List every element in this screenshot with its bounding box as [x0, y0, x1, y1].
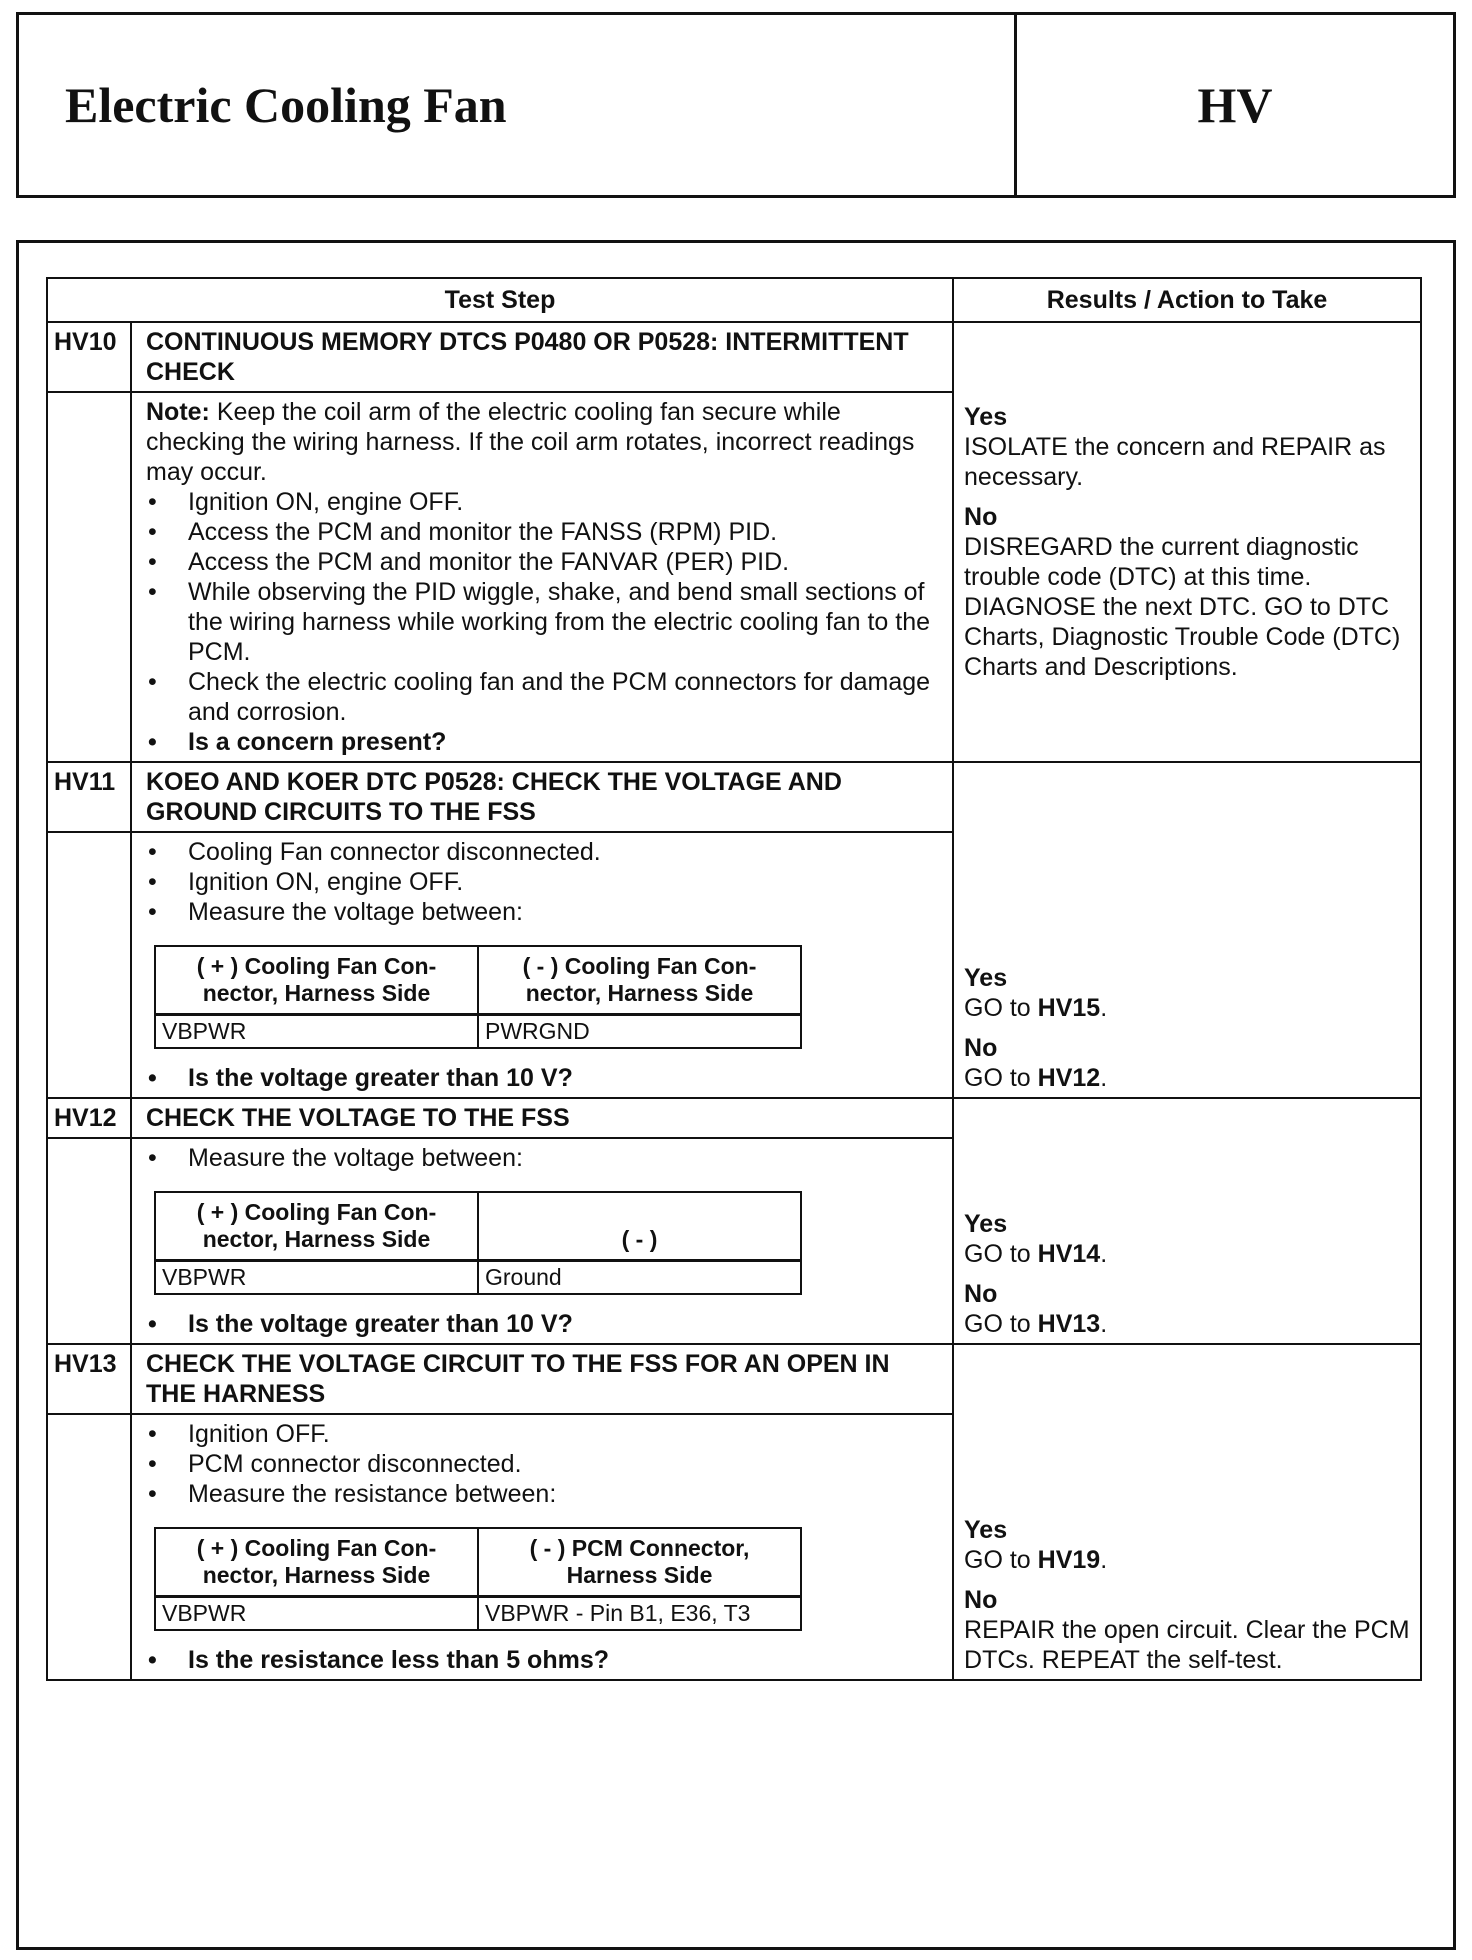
- step-hv11-body: [131, 832, 953, 1098]
- step-question: • Is the voltage greater than 10 V?: [146, 1309, 940, 1339]
- bullet-item: • Measure the resistance between:: [146, 1479, 940, 1509]
- bullet-item: • Ignition OFF.: [146, 1419, 940, 1449]
- meas-val-negative: VBPWR - Pin B1, E36, T3: [478, 1597, 801, 1631]
- bullet-item: • Cooling Fan connector disconnected.: [146, 837, 940, 867]
- yes-ref: HV15: [1037, 994, 1101, 1022]
- result-yes: [964, 963, 1410, 1023]
- yes-ref: HV14: [1037, 1240, 1101, 1268]
- no-action: GO to HV12.: [964, 1064, 1108, 1092]
- no-ref: HV13: [1037, 1310, 1101, 1338]
- meas-val-negative: PWRGND: [478, 1015, 801, 1049]
- step-title: CONTINUOUS MEMORY DTCS P0480 OR P0528: INTERMITTENT CHECK: [131, 322, 953, 392]
- step-hv10-body: [131, 392, 953, 762]
- step-code: HV13: [47, 1344, 131, 1414]
- bullet-item: • Access the PCM and monitor the FANSS (RPM) PID.: [146, 517, 940, 547]
- yes-action: GO to HV14.: [964, 1240, 1108, 1268]
- meas-val-positive: VBPWR: [155, 1261, 478, 1295]
- no-action: GO to HV13.: [964, 1310, 1108, 1338]
- step-code: HV10: [47, 322, 131, 392]
- yes-label: Yes: [964, 964, 1008, 992]
- yes-label: Yes: [964, 1516, 1008, 1544]
- step-code-spacer: [47, 1138, 131, 1344]
- step-question: • Is a concern present?: [146, 727, 940, 757]
- step-hv10-title-row: [47, 322, 1421, 392]
- step-bullets: [146, 1419, 940, 1509]
- step-hv11-results: [953, 762, 1421, 1098]
- table-header-row: [47, 278, 1421, 322]
- result-no: [964, 1585, 1410, 1675]
- yes-action: GO to HV15.: [964, 994, 1108, 1022]
- step-title: CHECK THE VOLTAGE TO THE FSS: [131, 1098, 953, 1138]
- measurement-table: [154, 945, 802, 1049]
- section-code: HV: [1014, 15, 1453, 195]
- meas-val-negative: Ground: [478, 1261, 801, 1295]
- step-hv12-results: [953, 1098, 1421, 1344]
- meas-val-positive: VBPWR: [155, 1597, 478, 1631]
- meas-head-positive: ( + ) Cooling Fan Con-nector, Harness Side: [155, 1192, 478, 1261]
- step-hv10-results: [953, 322, 1421, 762]
- step-question: • Is the resistance less than 5 ohms?: [146, 1645, 940, 1675]
- section-title: Electric Cooling Fan: [65, 77, 507, 133]
- page-header: [16, 12, 1456, 198]
- step-hv11-title-row: [47, 762, 1421, 832]
- measurement-table: [154, 1527, 802, 1631]
- bullet-item: • Measure the voltage between:: [146, 1143, 940, 1173]
- meas-head-positive: ( + ) Cooling Fan Con-nector, Harness Side: [155, 1528, 478, 1597]
- result-yes: [964, 402, 1410, 492]
- step-bullets: [146, 837, 940, 927]
- meas-val-positive: VBPWR: [155, 1015, 478, 1049]
- meas-head-negative: ( - ): [478, 1192, 801, 1261]
- bullet-item: • Access the PCM and monitor the FANVAR (PER) PID.: [146, 547, 940, 577]
- step-code-spacer: [47, 392, 131, 762]
- test-step-table: [46, 277, 1422, 1681]
- step-hv12-body: [131, 1138, 953, 1344]
- step-hv13-body: [131, 1414, 953, 1680]
- result-no: [964, 1033, 1410, 1093]
- no-label: No: [964, 1586, 998, 1614]
- note-body: Keep the coil arm of the electric cooling fan secure while checking the wiring harness. If the coil arm rotates, incorrect readings may occur.: [146, 398, 915, 486]
- bullet-item: • Ignition ON, engine OFF.: [146, 487, 940, 517]
- col-header-results: Results / Action to Take: [953, 278, 1421, 322]
- no-action: REPAIR the open circuit. Clear the PCM DTCs. REPEAT the self-test.: [964, 1616, 1410, 1674]
- result-yes: [964, 1209, 1410, 1269]
- yes-action: GO to HV19.: [964, 1546, 1108, 1574]
- note-label: Note:: [146, 398, 210, 426]
- bullet-item: • Ignition ON, engine OFF.: [146, 867, 940, 897]
- step-code: HV11: [47, 762, 131, 832]
- bullet-item: • While observing the PID wiggle, shake, and bend small sections of the wiring harness while working from the electric cooling fan to the PCM.: [146, 577, 940, 667]
- step-code-spacer: [47, 832, 131, 1098]
- step-hv13-title-row: [47, 1344, 1421, 1414]
- measurement-table: [154, 1191, 802, 1295]
- no-label: No: [964, 1034, 998, 1062]
- no-label: No: [964, 1280, 998, 1308]
- no-label: No: [964, 503, 998, 531]
- question-list: [146, 1063, 940, 1093]
- result-yes: [964, 1515, 1410, 1575]
- yes-label: Yes: [964, 1210, 1008, 1238]
- step-question: • Is the voltage greater than 10 V?: [146, 1063, 940, 1093]
- step-code: HV12: [47, 1098, 131, 1138]
- bullet-item: • PCM connector disconnected.: [146, 1449, 940, 1479]
- result-no: [964, 1279, 1410, 1339]
- question-list: [146, 1645, 940, 1675]
- yes-ref: HV19: [1037, 1546, 1101, 1574]
- step-title: KOEO AND KOER DTC P0528: CHECK THE VOLTAGE AND GROUND CIRCUITS TO THE FSS: [131, 762, 953, 832]
- no-action: DISREGARD the current diagnostic trouble code (DTC) at this time. DIAGNOSE the next DTC. GO to DTC Charts, Diagnostic Trouble Code (DTC) Charts and Descriptions.: [964, 533, 1401, 681]
- step-code-spacer: [47, 1414, 131, 1680]
- meas-head-negative: ( - ) Cooling Fan Con-nector, Harness Side: [478, 946, 801, 1015]
- meas-head-negative: ( - ) PCM Connector, Harness Side: [478, 1528, 801, 1597]
- question-list: [146, 1309, 940, 1339]
- step-hv12-title-row: [47, 1098, 1421, 1138]
- step-title: CHECK THE VOLTAGE CIRCUIT TO THE FSS FOR AN OPEN IN THE HARNESS: [131, 1344, 953, 1414]
- result-no: [964, 502, 1410, 682]
- step-bullets: [146, 1143, 940, 1173]
- bullet-item: • Measure the voltage between:: [146, 897, 940, 927]
- meas-head-positive: ( + ) Cooling Fan Con-nector, Harness Side: [155, 946, 478, 1015]
- no-ref: HV12: [1037, 1064, 1101, 1092]
- col-header-test-step: Test Step: [47, 278, 953, 322]
- step-hv13-results: [953, 1344, 1421, 1680]
- step-bullets: [146, 487, 940, 757]
- yes-label: Yes: [964, 403, 1008, 431]
- yes-action: ISOLATE the concern and REPAIR as necessary.: [964, 433, 1386, 491]
- bullet-item: • Check the electric cooling fan and the PCM connectors for damage and corrosion.: [146, 667, 940, 727]
- note-text: [146, 397, 940, 487]
